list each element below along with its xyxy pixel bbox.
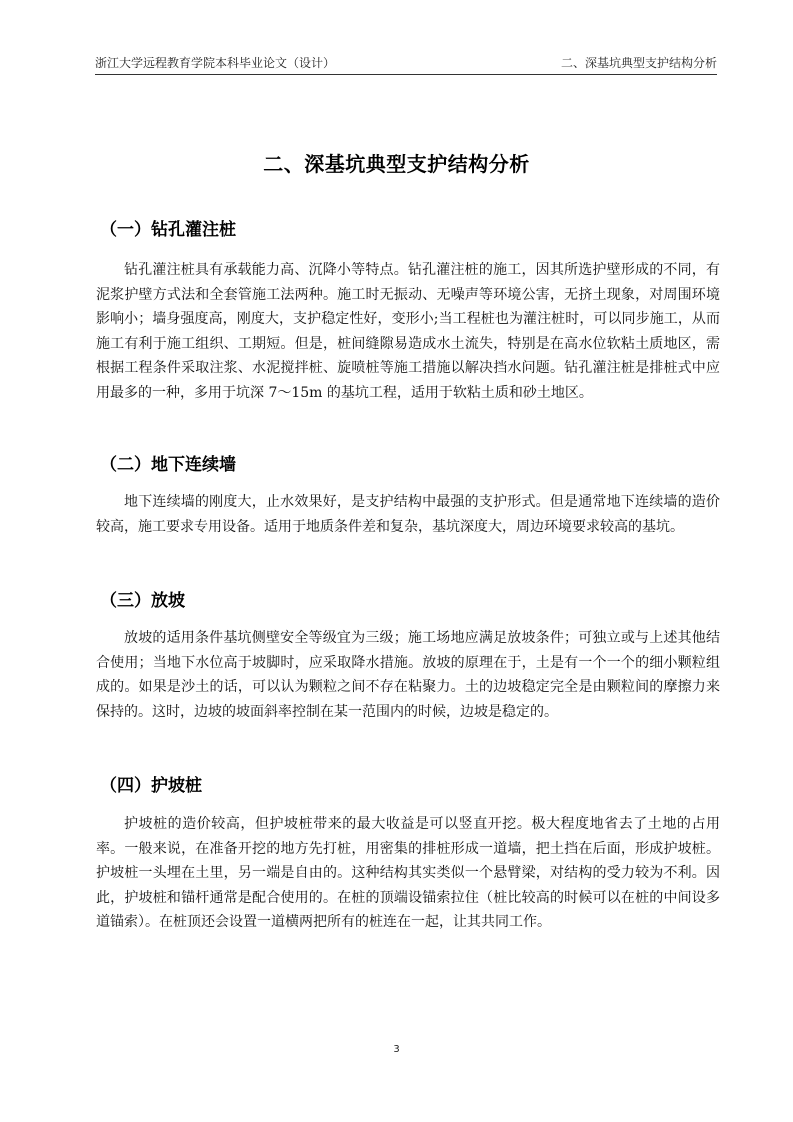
paragraph-slope-protection-piles: 护坡桩的造价较高，但护坡桩带来的最大收益是可以竖直开挖。极大程度地省去了土地的占用率。一般来说，在准备开挖的地方先打桩，用密集的排桩形成一道墙，把土挡在后面，形成护坡桩。护坡桩一头埋在土里，另一端是自由的。这种结构其实类似一个悬臂梁，对结构的受力较为不利。因此，护坡桩和锚杆通常是配合使用的。在桩的顶端设锚索拉住（桩比较高的时候可以在桩的中间设多道锚索）。在桩顶还会设置一道横两把所有的桩连在一起，让其共同工作。 xyxy=(96,816,720,930)
paragraph-diaphragm-wall: 地下连续墙的刚度大，止水效果好，是支护结构中最强的支护形式。但是通常地下连续墙的造价较高，施工要求专用设备。适用于地质条件差和复杂，基坑深度大，周边环境要求较高的基坑。 xyxy=(96,494,720,535)
paragraph-slope: 放坡的适用条件基坑侧壁安全等级宜为三级；施工场地应满足放坡条件；可独立或与上述其他结合使用；当地下水位高于坡脚时，应采取降水措施。放坡的原理在于，土是有一个一个的细小颗粒组成的。如果是沙土的话，可以认为颗粒之间不存在粘聚力。土的边坡稳定完全是由颗粒间的摩擦力来保持的。这时，边坡的坡面斜率控制在某一范围内的时候，边坡是稳定的。 xyxy=(96,630,720,720)
header-chapter-title: 二、深基坑典型支护结构分析 xyxy=(560,56,717,70)
chapter-title: 二、深基坑典型支护结构分析 xyxy=(263,152,530,176)
section-heading-slope-protection-piles: （四）护坡桩 xyxy=(100,776,202,796)
section-heading-slope: （三）放坡 xyxy=(100,591,185,611)
page-number: 3 xyxy=(393,1044,400,1055)
header-thesis-title: 浙江大学远程教育学院本科毕业论文（设计） xyxy=(95,56,336,70)
section-heading-diaphragm-wall: （二）地下连续墙 xyxy=(100,455,236,475)
running-header xyxy=(95,52,717,75)
section-heading-bored-piles: （一）钻孔灌注桩 xyxy=(100,220,236,240)
paragraph-bored-piles: 钻孔灌注桩具有承载能力高、沉降小等特点。钻孔灌注桩的施工，因其所选护壁形成的不同，有泥浆护壁方式法和全套管施工法两种。施工时无振动、无噪声等环境公害，无挤土现象，对周围环境影响小；墙身强度高，刚度大，支护稳定性好，变形小;当工程桩也为灌注桩时，可以同步施工，从而施工有利于施工组织、工期短。但是，桩间缝隙易造成水土流失，特别是在高水位软粘土质地区，需根据工程条件采取注浆、水泥搅拌桩、旋喷桩等施工措施以解决挡水问题。钻孔灌注桩是排桩式中应用最多的一种，多用于坑深 7～15m 的基坑工程，适用于软粘土质和砂土地区。 xyxy=(96,262,720,401)
